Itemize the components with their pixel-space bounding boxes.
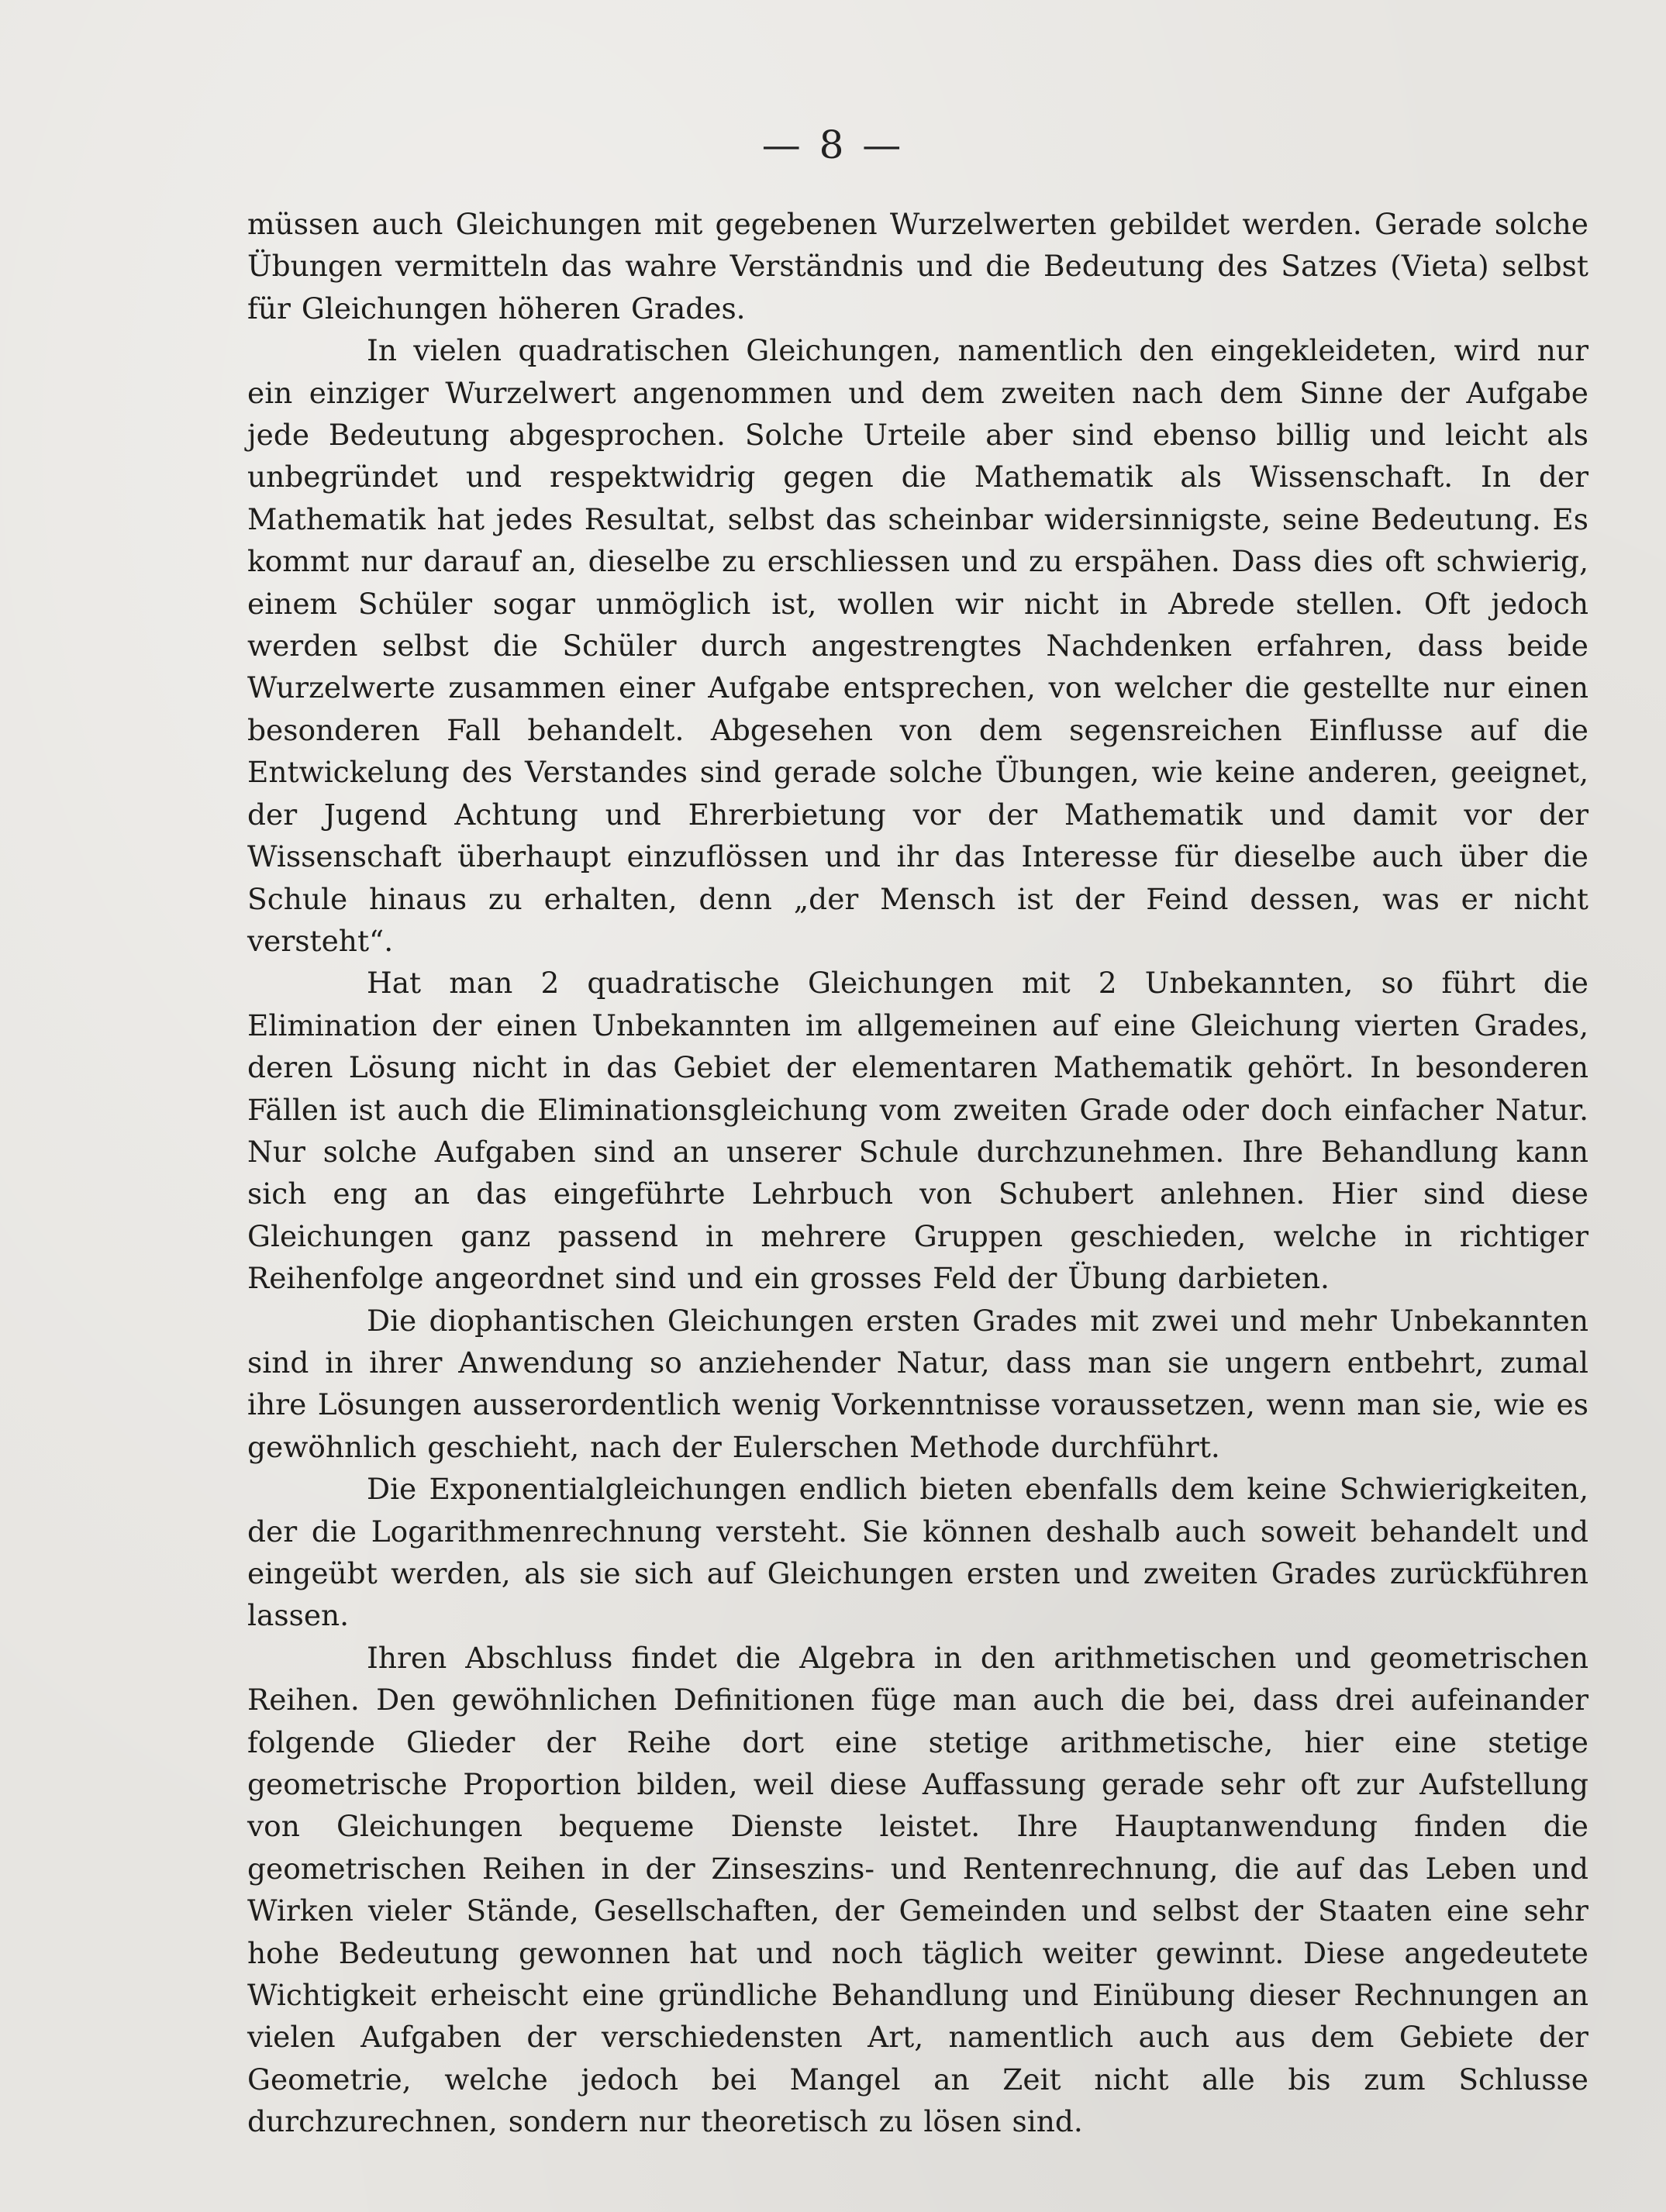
paragraph-5: Die Exponentialgleichungen endlich bieten ebenfalls dem keine Schwierigkeiten, der die Logarithmenrechnung versteht. Sie können deshalb auch soweit behandelt und eingeübt werden, als sie sich auf Gleichungen ersten und zweiten Grades zurückführen lassen.: [247, 1472, 1588, 1633]
body-text: [247, 203, 1588, 2143]
paragraph-1: müssen auch Gleichungen mit gegebenen Wurzelwerten gebildet werden. Gerade solche Übungen vermitteln das wahre Verständnis und die Bedeutung des Satzes (Vieta) selbst für Gleichungen höheren Grades.: [247, 207, 1588, 326]
paragraph-3: Hat man 2 quadratische Gleichungen mit 2 Unbekannten, so führt die Elimination der einen Unbekannten im allgemeinen auf eine Gleichung vierten Grades, deren Lösung nicht in das Gebiet der elementaren Mathematik gehört. In besonderen Fällen ist auch die Eliminationsgleichung vom zweiten Grade oder doch einfacher Natur. Nur solche Aufgaben sind an unserer Schule durchzunehmen. Ihre Behandlung kann sich eng an das eingeführte Lehrbuch von Schubert anlehnen. Hier sind diese Gleichungen ganz passend in mehrere Gruppen geschieden, welche in richtiger Reihenfolge angeordnet sind und ein grosses Feld der Übung darbieten.: [247, 966, 1588, 1296]
paragraph-6: Ihren Abschluss findet die Algebra in den arithmetischen und geometrischen Reihen. Den gewöhnlichen Definitionen füge man auch die bei, dass drei aufeinander folgende Glieder der Reihe dort eine stetige arithmetische, hier eine stetige geometrische Proportion bilden, weil diese Auffassung gerade sehr oft zur Aufstellung von Gleichungen bequeme Dienste leistet. Ihre Hauptanwendung finden die geometrischen Reihen in der Zinseszins- und Rentenrechnung, die auf das Leben und Wirken vieler Stände, Gesellschaften, der Gemeinden und selbst der Staaten eine sehr hohe Bedeutung gewonnen hat und noch täglich weiter gewinnt. Diese angedeutete Wichtigkeit erheischt eine gründliche Behandlung und Einübung dieser Rechnungen an vielen Aufgaben der verschiedensten Art, namentlich auch aus dem Gebiete der Geometrie, welche jedoch bei Mangel an Zeit nicht alle bis zum Schlusse durchzurechnen, sondern nur theoretisch zu lösen sind.: [247, 1640, 1588, 2139]
paragraph-2: In vielen quadratischen Gleichungen, namentlich den eingekleideten, wird nur ein einziger Wurzelwert angenommen und dem zweiten nach dem Sinne der Aufgabe jede Bedeutung abgesprochen. Solche Urteile aber sind ebenso billig und leicht als unbegründet und respektwidrig gegen die Mathematik als Wissenschaft. In der Mathematik hat jedes Resultat, selbst das scheinbar widersinnigste, seine Bedeutung. Es kommt nur darauf an, dieselbe zu erschliessen und zu erspähen. Dass dies oft schwierig, einem Schüler sogar unmöglich ist, wollen wir nicht in Abrede stellen. Oft jedoch werden selbst die Schüler durch angestrengtes Nachdenken erfahren, dass beide Wurzelwerte zusammen einer Aufgabe entsprechen, von welcher die gestellte nur einen besonderen Fall behandelt. Abgesehen von dem segensreichen Einflusse auf die Entwickelung des Verstandes sind gerade solche Übungen, wie keine anderen, geeignet, der Jugend Achtung und Ehrerbietung vor der Mathematik und damit vor der Wissenschaft überhaupt einzuflössen und ihr das Interesse für dieselbe auch über die Schule hinaus zu erhalten, denn „der Mensch ist der Feind dessen, was er nicht versteht“.: [247, 333, 1588, 958]
page-number: — 8 —: [761, 122, 905, 167]
paragraph-4: Die diophantischen Gleichungen ersten Grades mit zwei und mehr Unbekannten sind in ihrer Anwendung so anziehender Natur, dass man sie ungern entbehrt, zumal ihre Lösungen ausserordentlich wenig Vorkenntnisse voraussetzen, wenn man sie, wie es gewöhnlich geschieht, nach der Eulerschen Methode durchführt.: [247, 1303, 1588, 1464]
